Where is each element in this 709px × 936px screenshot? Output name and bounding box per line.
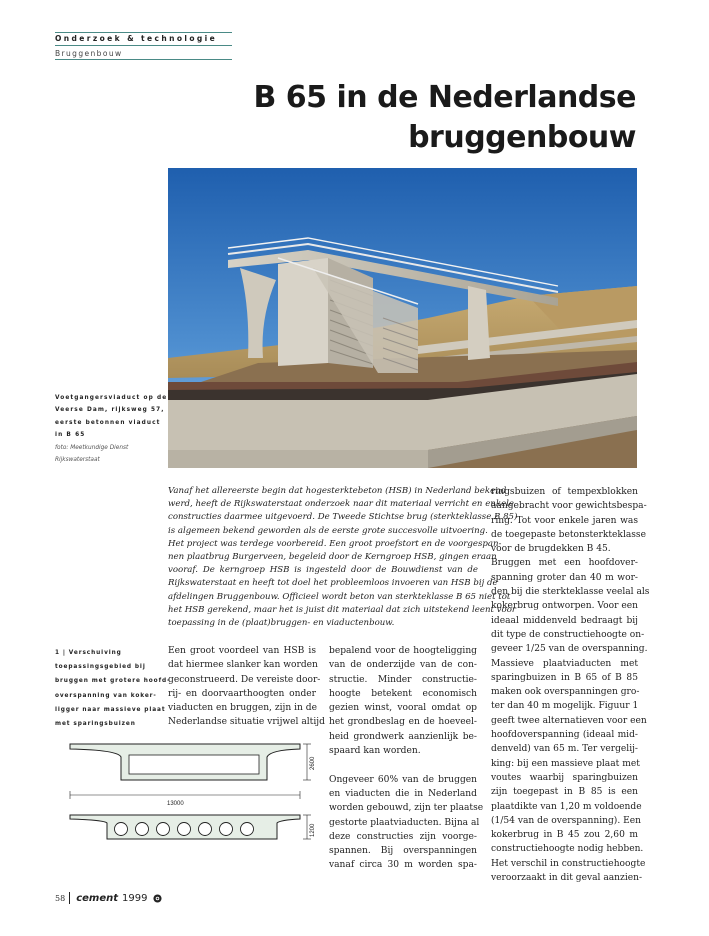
- title-line-1: B 65 in de Nederlandse: [253, 80, 636, 115]
- body-line: spannen. Bij overspanningen: [329, 846, 477, 857]
- body-line: denveld) van 65 m. Ter vergelij-: [491, 744, 638, 755]
- figure-caption-line: met sparingsbuizen: [55, 721, 136, 728]
- body-line: gestorte plaatviaducten. Bijna al: [329, 817, 480, 828]
- body-line: constructiehoogte nodig hebben.: [491, 844, 644, 855]
- intro-line: Het project was terdege voorbereid. Een groot proefstort en de voorgespan-: [168, 538, 502, 549]
- intro-line: constructies daarmee uitgevoerd. De Tweede Stichtse brug (sterkteklasse B 85): [168, 512, 518, 523]
- body-line: Ongeveer 60% van de bruggen: [329, 774, 477, 785]
- body-line: Nederlandse situatie vrijwel altijd: [168, 717, 325, 728]
- photo-caption-line: in B 65: [55, 432, 86, 439]
- article-title: [216, 78, 636, 158]
- body-line: voutes waarbij sparingbuizen: [491, 772, 638, 783]
- body-column-1: [168, 644, 325, 730]
- viaduct-photo-illustration: [168, 168, 637, 468]
- body-line: worden gebouwd, zijn ter plaatse: [329, 803, 484, 814]
- intro-line: is algemeen bekend geworden als de eerste grote succesvolle uitvoering.: [168, 525, 488, 536]
- body-line: zijn toegepast in B 85 is een: [491, 787, 638, 798]
- body-line: Massieve plaatviaducten met: [491, 658, 638, 669]
- body-line: den bij die sterkteklasse veelal als: [491, 587, 650, 598]
- intro-line: afdelingen Bruggenbouw. Officieel wordt beton van sterkteklasse B 65 niet tot: [168, 591, 511, 602]
- body-line: geconstrueerd. De vereiste door-: [168, 674, 321, 685]
- body-column-3: [491, 485, 650, 885]
- figure-caption-line: bruggen met grotere hoofd-: [55, 678, 171, 685]
- section-label: Onderzoek & technologie: [55, 34, 218, 43]
- figure-caption-line: overspanning van koker-: [55, 692, 157, 699]
- body-line: hoogte betekent economisch: [329, 688, 477, 699]
- photo-caption: [55, 392, 168, 466]
- paragraph-gap: [329, 758, 477, 772]
- footer-divider: [69, 892, 70, 904]
- body-line: heid grondwerk aanzienlijk be-: [329, 731, 477, 742]
- viaduct-photo: [168, 168, 637, 468]
- figure-caption: [55, 646, 171, 731]
- page-number: 58: [55, 893, 66, 903]
- body-line: deze constructies zijn voorge-: [329, 831, 477, 842]
- body-line: king: bij een massieve plaat met: [491, 758, 640, 769]
- body-line: Bruggen met een hoofdover-: [491, 558, 638, 569]
- intro-line: toepassing in de (plaat)bruggen- en viaductenbouw.: [168, 618, 395, 629]
- body-line: maken ook overspanningen gro-: [491, 687, 640, 698]
- intro-line: vooraf. De kerngroep HSB is ingesteld door de Bouwdienst van de: [168, 565, 478, 576]
- figure-caption-line: ligger naar massieve plaat: [55, 706, 166, 713]
- title-line-2: bruggenbouw: [408, 120, 636, 155]
- body-line: (1/54 van de overspanning). Een: [491, 815, 642, 826]
- intro-line: het HSB gerekend, maar het is juist dit materiaal dat zich uitstekend leent voor: [168, 604, 516, 615]
- magazine-name: cement: [76, 892, 118, 904]
- body-line: van de onderzijde van de con-: [329, 660, 477, 671]
- issue-year: 1999: [122, 892, 148, 904]
- dim-bottom-height: 1200: [310, 823, 316, 837]
- body-line: ringsbuizen of tempexblokken: [491, 487, 638, 497]
- body-line: spaard kan worden.: [329, 746, 421, 757]
- body-line: Het verschil in constructiehoogte: [491, 858, 646, 869]
- figure-caption-line: 1 | Verschuiving: [55, 650, 122, 656]
- body-line: het grondbeslag en de hoeveel-: [329, 717, 477, 728]
- body-line: hoofdoverspanning (ideaal mid-: [491, 730, 638, 741]
- body-line: ideaal middenveld bedraagt bij: [491, 615, 638, 626]
- cross-section-svg: [55, 735, 315, 845]
- body-line: dat hiermee slanker kan worden: [168, 660, 318, 671]
- header-rule-bottom: [55, 59, 232, 60]
- body-line: viaducten en bruggen, zijn in de: [168, 703, 317, 714]
- photo-credit-line: foto: Meetkundige Dienst: [55, 444, 129, 451]
- intro-line: Rijkswaterstaat en heeft tot doel het probleemloos invoeren van HSB bij de: [168, 578, 498, 589]
- photo-caption-line: eerste betonnen viaduct: [55, 419, 161, 426]
- body-line: voor de brugdekken B 45.: [491, 544, 611, 555]
- photo-caption-line: Veerse Dam, rijksweg 57,: [55, 407, 165, 414]
- body-line: en viaducten die in Nederland: [329, 788, 477, 799]
- body-line: aangebracht voor gewichtsbespa-: [491, 501, 647, 512]
- figure-caption-line: toepassingsgebied bij: [55, 664, 146, 671]
- body-line: rij- en doorvaarthoogten onder: [168, 688, 316, 699]
- body-line: gezien winst, vooral omdat op: [329, 703, 477, 714]
- subsection-label: Bruggenbouw: [55, 49, 123, 58]
- body-line: spanning groter dan 40 m wor-: [491, 572, 638, 583]
- body-line: structie. Minder constructie-: [329, 674, 477, 685]
- dim-top-height: 2600: [310, 756, 316, 770]
- intro-line: werd, heeft de Rijkswaterstaat onderzoek naar dit materiaal verricht en enkele: [168, 499, 514, 510]
- body-line: ring. Tot voor enkele jaren was: [491, 515, 638, 526]
- body-line: geeft twee alternatieven voor een: [491, 715, 647, 726]
- body-line: plaatdikte van 1,20 m voldoende: [491, 801, 642, 812]
- photo-credit-line: Rijkswaterstaat: [55, 457, 100, 464]
- body-column-2: [329, 644, 484, 873]
- body-line: bepalend voor de hoogteligging: [329, 646, 477, 656]
- body-line: veroorzaakt in dit geval aanzien-: [491, 873, 643, 884]
- body-line: sparingbuizen in B 65 of B 85: [491, 672, 638, 683]
- dim-width: 13000: [167, 801, 184, 807]
- page-footer: [55, 892, 162, 904]
- photo-caption-line: Voetgangersviaduct op de: [55, 395, 168, 401]
- box-girder-void: [129, 755, 259, 774]
- body-line: Een groot voordeel van HSB is: [168, 646, 316, 656]
- body-line: kokerbrug in B 45 zou 2,60 m: [491, 830, 638, 841]
- intro-line: Vanaf het allereerste begin dat hogesterktebeton (HSB) in Nederland bekend: [168, 486, 507, 496]
- cross-section-diagram: [55, 735, 315, 845]
- intro-line: nen plaatbrug Burgerveen, begeleid door de Kerngroep HSB, gingen eraan: [168, 552, 497, 563]
- body-line: de toegepaste betonsterkteklasse: [491, 529, 646, 540]
- body-line: geveer 1/25 van de overspanning.: [491, 644, 648, 655]
- body-line: ter dan 40 m mogelijk. Figuur 1: [491, 701, 639, 712]
- body-line: kokerbrug ontworpen. Voor een: [491, 601, 638, 612]
- intro-paragraph: [168, 485, 518, 630]
- body-line: dit type de constructiehoogte on-: [491, 629, 645, 640]
- header-rule-top: [55, 32, 232, 33]
- body-line: vanaf circa 30 m worden spa-: [329, 860, 477, 871]
- magazine-logo-icon: [153, 894, 162, 903]
- header-rule-middle: [55, 45, 232, 46]
